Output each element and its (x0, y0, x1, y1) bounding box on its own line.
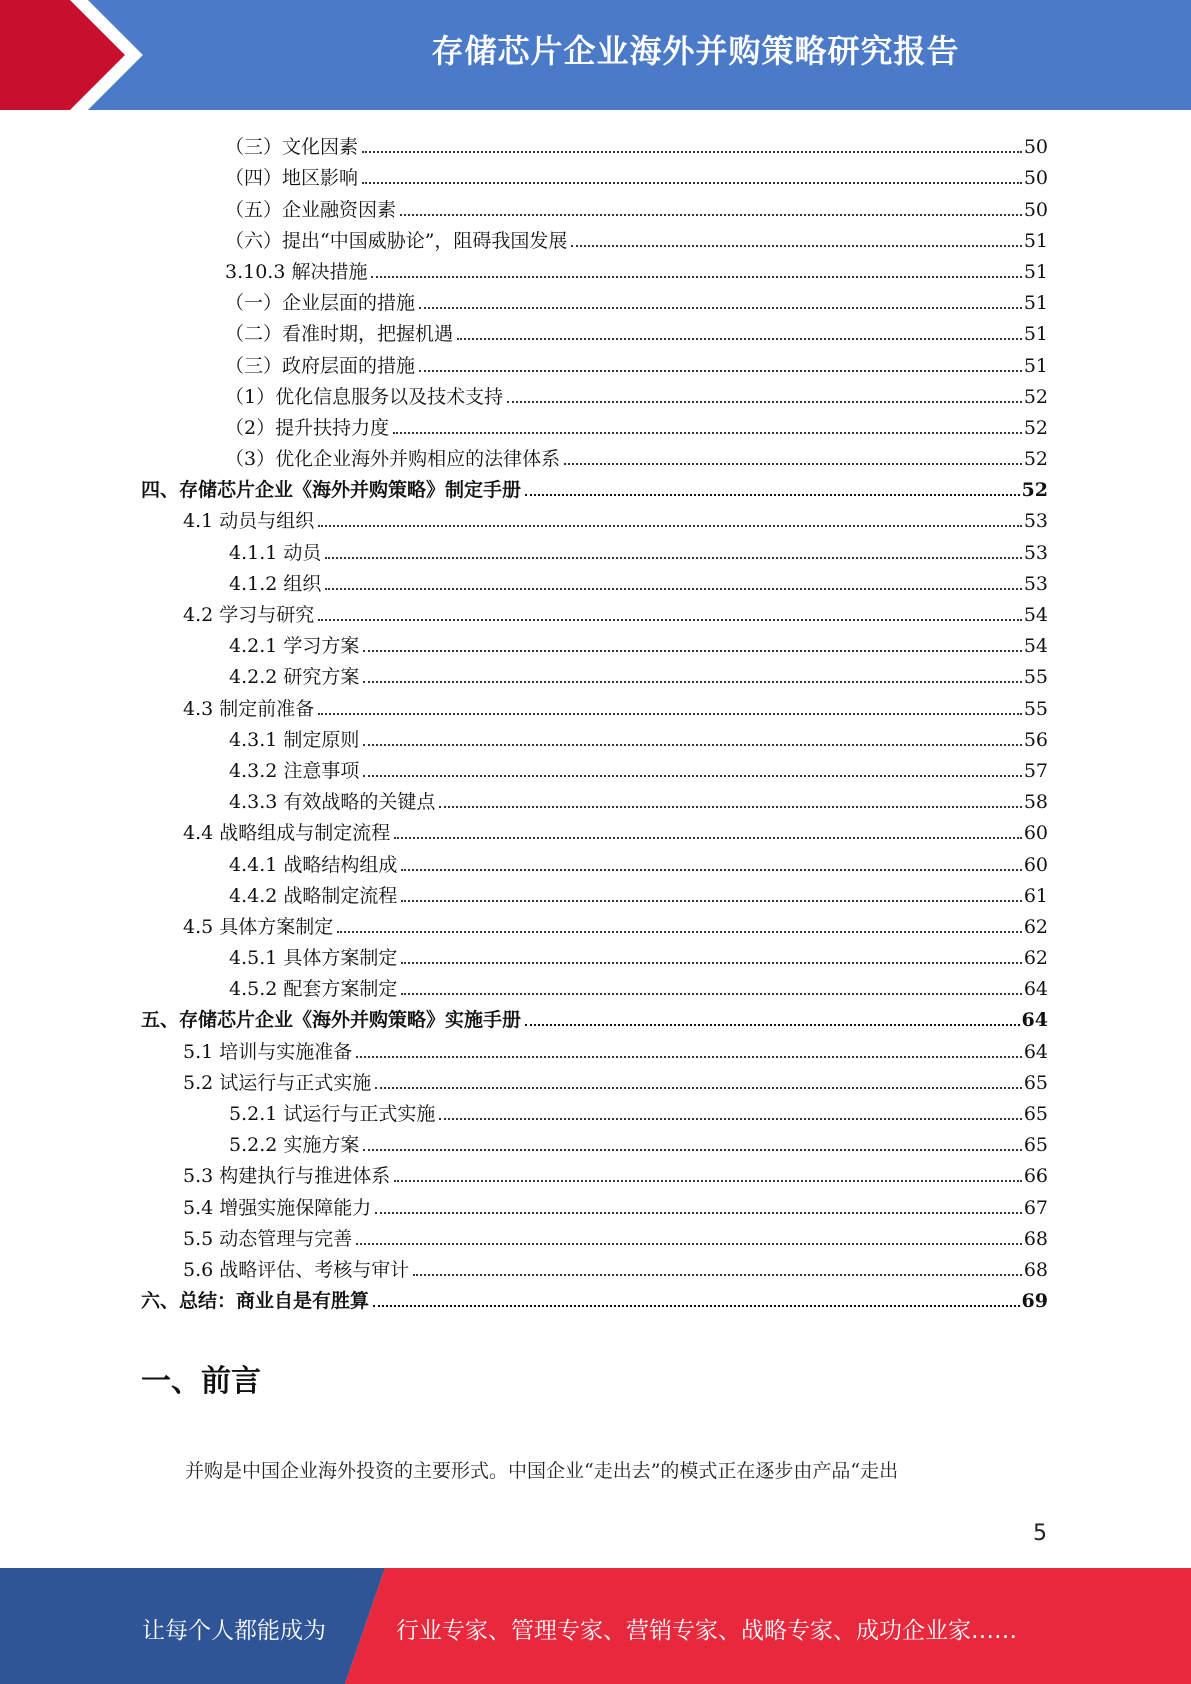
toc-entry[interactable] (141, 159, 1048, 190)
toc-dot-leader (525, 494, 1020, 496)
toc-dot-leader (525, 1024, 1020, 1026)
toc-entry-label: 5.5 动态管理与完善 (183, 1227, 353, 1250)
toc-dot-leader (507, 401, 1022, 403)
toc-dot-leader (318, 713, 1022, 715)
toc-entry-label: （3）优化企业海外并购相应的法律体系 (225, 448, 561, 471)
toc-entry-page: 53 (1023, 572, 1048, 595)
toc-entry-label: 4.2.2 研究方案 (229, 666, 360, 689)
footer-slogan-right: 行业专家、管理专家、营销专家、战略专家、成功企业家…… (396, 1618, 1017, 1644)
toc-entry-page: 64 (1023, 978, 1048, 1001)
toc-dot-leader (325, 557, 1021, 559)
toc-dot-leader (375, 1087, 1022, 1089)
toc-entry-page: 68 (1023, 1227, 1048, 1250)
toc-entry[interactable] (141, 1220, 1048, 1251)
toc-entry-label: （四）地区影响 (225, 167, 359, 190)
toc-entry[interactable] (141, 128, 1048, 159)
toc-dot-leader (325, 588, 1021, 590)
toc-entry-label: 5.6 战略评估、考核与审计 (183, 1258, 410, 1281)
toc-dot-leader (394, 837, 1022, 839)
toc-entry-page: 54 (1023, 635, 1048, 658)
body-paragraph: 并购是中国企业海外投资的主要形式。中国企业“走出去”的模式正在逐步由产品“走出 (185, 1460, 899, 1482)
toc-entry-page: 62 (1023, 947, 1048, 970)
toc-entry-page: 65 (1023, 1071, 1048, 1094)
page-footer (0, 1568, 1191, 1684)
toc-entry-page: 56 (1023, 728, 1048, 751)
toc-dot-leader (362, 151, 1022, 153)
toc-entry[interactable] (141, 1095, 1048, 1126)
toc-entry-page: 51 (1023, 354, 1048, 377)
toc-entry-label: 5.2.1 试运行与正式实施 (229, 1103, 436, 1125)
toc-entry[interactable] (141, 970, 1048, 1001)
toc-entry-label: 5.4 增强实施保障能力 (183, 1196, 372, 1219)
header-chevron-decoration (0, 0, 170, 110)
toc-entry-page: 58 (1023, 791, 1048, 814)
toc-dot-leader (375, 1212, 1022, 1214)
toc-entry-label: 5.3 构建执行与推进体系 (183, 1165, 391, 1188)
toc-dot-leader (401, 962, 1021, 964)
toc-entry-label: 4.5.2 配套方案制定 (229, 978, 398, 1001)
toc-entry[interactable] (141, 190, 1048, 221)
toc-entry[interactable] (141, 346, 1048, 377)
section-heading: 一、前言 (141, 1364, 261, 1399)
toc-entry-page: 66 (1023, 1165, 1048, 1188)
toc-entry-page: 67 (1023, 1196, 1048, 1219)
toc-entry[interactable] (141, 752, 1048, 783)
toc-entry[interactable] (141, 1157, 1048, 1188)
toc-entry[interactable] (141, 1126, 1048, 1157)
toc-entry[interactable] (141, 471, 1048, 502)
toc-entry-label: 5.1 培训与实施准备 (183, 1040, 353, 1063)
toc-entry-page: 50 (1023, 136, 1048, 159)
toc-entry-page: 50 (1023, 167, 1048, 190)
toc-entry-page: 51 (1023, 292, 1048, 315)
toc-dot-leader (401, 993, 1021, 995)
toc-dot-leader (371, 276, 1021, 278)
toc-entry[interactable] (141, 1032, 1048, 1063)
toc-entry[interactable] (141, 315, 1048, 346)
toc-entry-label: 4.4.2 战略制定流程 (229, 884, 398, 907)
toc-entry[interactable] (141, 783, 1048, 814)
toc-entry-label: 3.10.3 解决措施 (225, 260, 368, 283)
toc-entry[interactable] (141, 378, 1048, 409)
toc-dot-leader (400, 214, 1022, 216)
toc-entry[interactable] (141, 253, 1048, 284)
toc-entry-page: 51 (1023, 229, 1048, 252)
toc-entry-page: 62 (1023, 915, 1048, 938)
toc-entry-page: 53 (1023, 510, 1048, 533)
toc-dot-leader (419, 307, 1022, 309)
toc-entry-label: 4.1 动员与组织 (183, 510, 315, 533)
toc-entry-page: 60 (1023, 822, 1048, 845)
toc-entry-label: 4.1.2 组织 (229, 572, 322, 595)
toc-entry-page: 53 (1023, 541, 1048, 564)
toc-entry[interactable] (141, 596, 1048, 627)
toc-entry-page: 69 (1021, 1290, 1048, 1313)
toc-entry-page: 61 (1023, 884, 1048, 907)
toc-entry-label: 4.3.3 有效战略的关键点 (229, 791, 436, 814)
toc-entry[interactable] (141, 1064, 1048, 1095)
toc-entry-label: （三）政府层面的措施 (225, 354, 416, 377)
toc-entry-label: 五、存储芯片企业《海外并购策略》实施手册 (141, 1009, 522, 1032)
toc-entry-label: 4.4.1 战略结构组成 (229, 853, 398, 876)
toc-dot-leader (356, 1056, 1022, 1058)
toc-entry-page: 65 (1023, 1103, 1048, 1125)
toc-entry[interactable] (141, 845, 1048, 876)
toc-entry-label: （六）提出“中国威胁论”，阻碍我国发展 (225, 229, 568, 252)
toc-dot-leader (363, 1149, 1021, 1151)
toc-entry-page: 52 (1023, 448, 1048, 471)
toc-entry[interactable] (141, 721, 1048, 752)
toc-entry[interactable] (141, 658, 1048, 689)
toc-entry-page: 65 (1023, 1134, 1048, 1157)
toc-entry[interactable] (141, 689, 1048, 720)
report-title: 存储芯片企业海外并购策略研究报告 (431, 32, 960, 70)
toc-entry-label: 4.5 具体方案制定 (183, 915, 334, 938)
toc-entry[interactable] (141, 1001, 1048, 1032)
toc-entry-label: 4.3.2 注意事项 (229, 759, 360, 782)
toc-dot-leader (337, 931, 1022, 933)
toc-entry[interactable] (141, 440, 1048, 471)
toc-entry[interactable] (141, 877, 1048, 908)
toc-entry-page: 54 (1023, 604, 1048, 626)
toc-entry-label: （一）企业层面的措施 (225, 292, 416, 315)
toc-entry-label: 4.2.1 学习方案 (229, 635, 360, 658)
toc-entry[interactable] (141, 502, 1048, 533)
toc-entry[interactable] (141, 814, 1048, 845)
toc-entry[interactable] (141, 1188, 1048, 1219)
toc-dot-leader (457, 338, 1022, 340)
toc-dot-leader (439, 806, 1021, 808)
toc-entry-label: 4.4 战略组成与制定流程 (183, 822, 391, 845)
toc-entry[interactable] (141, 533, 1048, 564)
toc-dot-leader (393, 432, 1022, 434)
toc-dot-leader (419, 370, 1022, 372)
toc-dot-leader (363, 744, 1021, 746)
toc-entry-label: 4.5.1 具体方案制定 (229, 947, 398, 970)
toc-entry-page: 60 (1023, 853, 1048, 876)
toc-entry-page: 64 (1021, 1009, 1048, 1032)
toc-dot-leader (362, 182, 1022, 184)
toc-entry[interactable] (141, 1251, 1048, 1282)
toc-dot-leader (401, 869, 1021, 871)
toc-entry[interactable] (141, 939, 1048, 970)
toc-entry[interactable] (141, 627, 1048, 658)
page-header (0, 0, 1191, 110)
toc-entry-label: 4.3.1 制定原则 (229, 728, 360, 751)
toc-dot-leader (318, 619, 1022, 621)
toc-entry-page: 52 (1023, 385, 1048, 408)
toc-entry-page: 57 (1023, 759, 1048, 782)
toc-entry-label: 4.1.1 动员 (229, 541, 322, 564)
toc-entry-label: 5.2.2 实施方案 (229, 1134, 360, 1157)
toc-entry-label: 四、存储芯片企业《海外并购策略》制定手册 (141, 479, 522, 502)
toc-entry-label: （2）提升扶持力度 (225, 416, 390, 439)
toc-entry[interactable] (141, 222, 1048, 253)
toc-entry-label: （五）企业融资因素 (225, 198, 397, 221)
page-number: 5 (1033, 1521, 1047, 1546)
toc-entry-page: 50 (1023, 198, 1048, 221)
toc-entry-page: 52 (1021, 479, 1048, 502)
toc-dot-leader (318, 525, 1022, 527)
toc-entry-label: 4.2 学习与研究 (183, 604, 315, 626)
toc-dot-leader (564, 463, 1022, 465)
toc-entry-page: 68 (1023, 1258, 1048, 1281)
toc-dot-leader (571, 245, 1021, 247)
toc-dot-leader (356, 1243, 1022, 1245)
toc-entry-label: 4.3 制定前准备 (183, 697, 315, 720)
table-of-contents (141, 128, 1048, 1313)
toc-entry-page: 64 (1023, 1040, 1048, 1063)
toc-entry[interactable] (141, 409, 1048, 440)
toc-dot-leader (401, 900, 1021, 902)
toc-entry[interactable] (141, 284, 1048, 315)
toc-entry-page: 51 (1023, 323, 1048, 346)
toc-entry-label: （二）看准时期，把握机遇 (225, 323, 454, 346)
toc-entry-page: 52 (1023, 416, 1048, 439)
toc-dot-leader (373, 1305, 1020, 1307)
toc-entry-label: 5.2 试运行与正式实施 (183, 1071, 372, 1094)
toc-dot-leader (394, 1180, 1022, 1182)
toc-entry[interactable] (141, 565, 1048, 596)
toc-dot-leader (413, 1274, 1022, 1276)
toc-entry-label: 六、总结：商业自是有胜算 (141, 1290, 370, 1313)
toc-dot-leader (363, 775, 1021, 777)
toc-dot-leader (439, 1118, 1021, 1120)
toc-entry[interactable] (141, 908, 1048, 939)
toc-dot-leader (363, 650, 1021, 652)
footer-slogan-left: 让每个人都能成为 (142, 1618, 326, 1644)
toc-entry[interactable] (141, 1282, 1048, 1313)
toc-entry-page: 55 (1023, 666, 1048, 689)
toc-entry-label: （1）优化信息服务以及技术支持 (225, 385, 504, 408)
toc-entry-label: （三）文化因素 (225, 136, 359, 159)
toc-dot-leader (363, 681, 1021, 683)
toc-entry-page: 55 (1023, 697, 1048, 720)
toc-entry-page: 51 (1023, 260, 1048, 283)
